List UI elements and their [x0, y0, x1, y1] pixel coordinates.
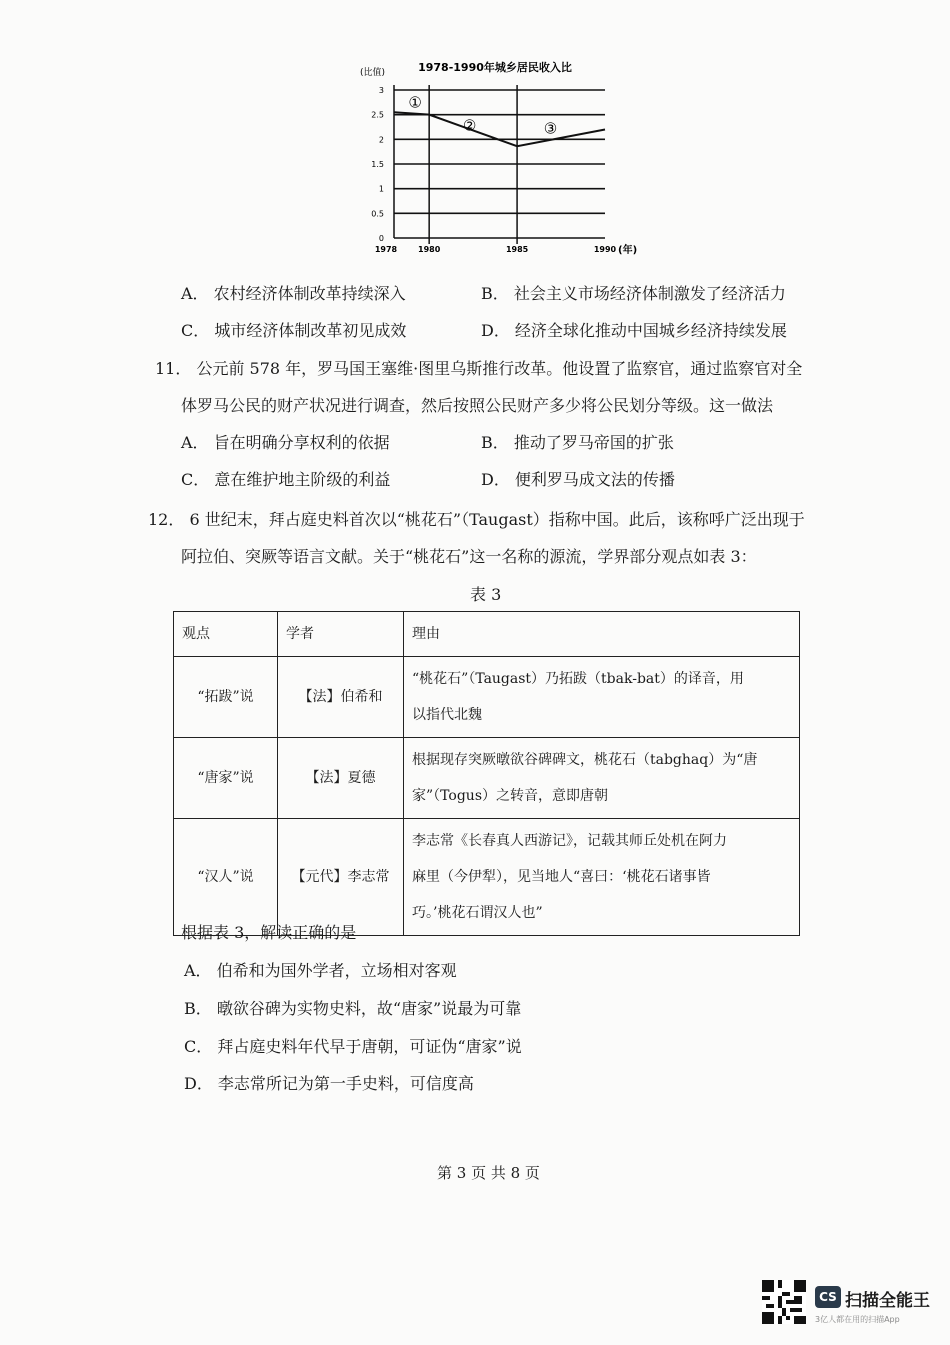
x-tick-label: 1990	[593, 245, 617, 254]
chart-title: 1978-1990年城乡居民收入比	[418, 61, 572, 74]
row-scholar: 【元代】李志常	[278, 819, 404, 936]
reason-line: 家”（Togus）之转音，意即唐朝	[412, 788, 608, 804]
x-tick-label: 1978	[374, 245, 398, 254]
row-scholar: 【法】伯希和	[278, 657, 404, 738]
chart-xticks	[375, 245, 617, 254]
y-tick-label: 1.5	[371, 160, 384, 169]
y-tick-label: 2.5	[371, 110, 384, 120]
y-tick-label: 2	[378, 135, 384, 145]
q10-option-a: A． 农村经济体制改革持续深入	[181, 284, 406, 303]
q10-option-c: C． 城市经济体制改革初见成效	[181, 321, 407, 340]
qr-code-icon	[762, 1280, 806, 1324]
q10-option-b: B． 社会主义市场经济体制激发了经济活力	[481, 284, 786, 303]
table-row	[174, 657, 800, 738]
reason-line: 以指代北魏	[412, 707, 482, 723]
q12-option-c: C． 拜占庭史料年代早于唐朝，可证伪“唐家”说	[184, 1037, 522, 1056]
q12-option-b: B． 暾欲谷碑为实物史料，故“唐家”说最为可靠	[184, 999, 522, 1018]
row-scholar: 【法】夏德	[278, 738, 404, 819]
q12-question: 根据表 3，解读正确的是	[181, 923, 357, 942]
chart-annotation-label: ①	[408, 93, 422, 112]
chart-xlabel: (年)	[618, 245, 638, 256]
q11-option-b: B． 推动了罗马帝国的扩张	[481, 433, 674, 452]
row-view: “唐家”说	[174, 738, 278, 819]
income-ratio-chart	[350, 55, 640, 265]
chart-ylabel: (比值)	[360, 68, 386, 78]
chart-grid	[394, 85, 605, 244]
y-tick-label: 0	[378, 234, 384, 243]
q11-option-c: C． 意在维护地主阶级的利益	[181, 470, 391, 489]
reason-line: 根据现存突厥暾欲谷碑碑文，桃花石（tabghaq）为“唐	[412, 752, 758, 768]
y-tick-label: 0.5	[371, 209, 384, 219]
reason-line: 李志常《长春真人西游记》，记载其师丘处机在阿力	[412, 833, 727, 849]
q12-stem-line1: 12． 6 世纪末，拜占庭史料首次以“桃花石”（Taugast）指称中国。此后，该称呼广泛出现于	[148, 510, 805, 529]
header-reason: 理由	[404, 612, 800, 657]
row-reason	[404, 819, 800, 936]
y-tick-label: 1	[378, 184, 384, 194]
q12-option-a: A． 伯希和为国外学者，立场相对客观	[184, 961, 457, 980]
table-3	[173, 611, 800, 936]
x-tick-label: 1980	[418, 245, 441, 254]
scanner-app-slogan: 3亿人都在用的扫描App	[815, 1315, 900, 1324]
row-view: “汉人”说	[174, 819, 278, 936]
chart-yticks	[371, 86, 384, 243]
x-tick-label: 1985	[505, 245, 529, 254]
q10-option-d: D． 经济全球化推动中国城乡经济持续发展	[481, 321, 787, 340]
q12-option-d: D． 李志常所记为第一手史料，可信度高	[184, 1074, 474, 1093]
chart-series-line	[394, 112, 605, 146]
table-row	[174, 738, 800, 819]
table-header-row	[174, 612, 800, 657]
q11-stem-line1: 11． 公元前 578 年，罗马国王塞维·图里乌斯推行改革。他设置了监察官，通过监察官对全	[155, 359, 803, 378]
scanner-app-name: 扫描全能王	[845, 1291, 930, 1311]
table-row	[174, 819, 800, 936]
reason-line: 巧。’桃花石谓汉人也”	[412, 905, 543, 921]
row-reason	[404, 738, 800, 819]
header-view: 观点	[174, 612, 278, 657]
header-scholar: 学者	[278, 612, 404, 657]
row-reason	[404, 657, 800, 738]
chart-annotation-label: ②	[462, 116, 477, 135]
row-view: “拓跋”说	[174, 657, 278, 738]
q11-stem-line2: 体罗马公民的财产状况进行调查，然后按照公民财产多少将公民划分等级。这一做法	[181, 396, 774, 415]
reason-line: “桃花石”（Taugast）乃拓跋（tbak-bat）的译音，用	[412, 671, 744, 687]
q12-stem-line2: 阿拉伯、突厥等语言文献。关于“桃花石”这一名称的源流，学界部分观点如表 3：	[181, 547, 757, 566]
reason-line: 麻里（今伊犁），见当地人“喜曰：‘桃花石诸事皆	[412, 869, 711, 885]
table-title: 表 3	[470, 585, 502, 604]
q11-option-a: A． 旨在明确分享权利的依据	[181, 433, 390, 452]
q11-option-d: D． 便利罗马成文法的传播	[481, 470, 675, 489]
page-footer: 第 3 页 共 8 页	[437, 1164, 540, 1182]
chart-annotation-label: ③	[543, 119, 558, 138]
y-tick-label: 3	[378, 86, 384, 95]
cs-logo-icon: CS	[815, 1286, 841, 1308]
